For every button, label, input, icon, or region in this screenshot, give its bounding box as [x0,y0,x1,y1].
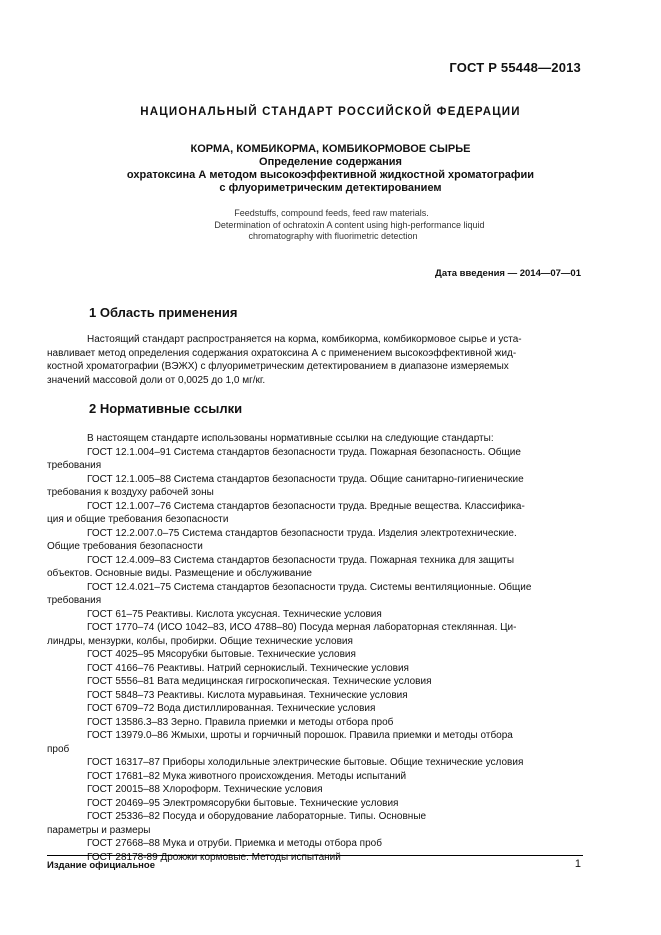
reference-line: ГОСТ 4025–95 Мясорубки бытовые. Технические условия [87,649,356,660]
intro-date: Дата введения — 2014—07—01 [435,268,581,279]
reference-line: ГОСТ 12.4.021–75 Система стандартов безопасности труда. Системы вентиляционные. Общие [87,581,532,593]
document-number: ГОСТ Р 55448—2013 [449,60,581,75]
english-title-line: Determination of ochratoxin A content using high-performance liquid [214,219,485,230]
reference-line: ГОСТ 17681–82 Мука животного происхождения. Методы испытаний [87,770,407,782]
reference-line: требования [47,460,102,471]
reference-line: ция и общие требования безопасности [47,514,229,525]
paragraph-line: костной хроматографии (ВЭЖХ) с флуориметрическим детектированием в диапазоне измеряемых [47,361,509,372]
section-2-title: 2 Нормативные ссылки [89,401,243,416]
reference-line: ГОСТ 12.1.005–88 Система стандартов безопасности труда. Общие санитарно-гигиенические [87,473,524,485]
reference-line: ГОСТ 16317–87 Приборы холодильные электрические бытовые. Общие технические условия [87,757,524,768]
reference-line: ГОСТ 27668–88 Мука и отруби. Приемка и методы отбора проб [87,838,382,849]
standard-title: НАЦИОНАЛЬНЫЙ СТАНДАРТ РОССИЙСКОЙ ФЕДЕРАЦИИ [140,106,521,118]
reference-line: ГОСТ 13586.3–83 Зерно. Правила приемки и методы отбора проб [87,716,394,728]
subject-line: с флуориметрическим детектированием [219,182,442,194]
reference-line: ГОСТ 12.1.007–76 Система стандартов безопасности труда. Вредные вещества. Классифика- [87,500,525,512]
reference-line: ГОСТ 5848–73 Реактивы. Кислота муравьиная. Технические условия [87,689,408,701]
reference-line: линдры, мензурки, колбы, пробирки. Общие технические условия [47,635,353,647]
document-subject [0,143,661,195]
reference-line: объектов. Основные виды. Размещение и обслуживание [47,568,312,579]
page-number: 1 [574,858,581,870]
subject-line: КОРМА, КОМБИКОРМА, КОМБИКОРМОВОЕ СЫРЬЕ [190,143,471,155]
subject-line: охратоксина А методом высокоэффективной жидкостной хроматографии [126,169,535,181]
reference-line: ГОСТ 20015–88 Хлороформ. Технические условия [87,784,323,795]
reference-line: ГОСТ 1770–74 (ИСО 1042–83, ИСО 4788–80) Посуда мерная лабораторная стеклянная. Ци- [87,622,517,633]
english-title-line: chromatography with fluorimetric detection [248,231,418,241]
reference-line: ГОСТ 5556–81 Вата медицинская гигроскопическая. Технические условия [87,676,432,687]
reference-line: ГОСТ 6709–72 Вода дистиллированная. Технические условия [87,703,376,714]
reference-line: проб [47,743,70,755]
section-1-title: 1 Область применения [89,305,238,320]
reference-line: ГОСТ 25336–82 Посуда и оборудование лабораторные. Типы. Основные [87,811,427,822]
paragraph-line: Настоящий стандарт распространяется на корма, комбикорма, комбикормовое сырье и уста- [87,334,522,345]
reference-line: ГОСТ 4166–76 Реактивы. Натрий сернокислый. Технические условия [87,662,409,674]
reference-line: ГОСТ 28178-89 Дрожжи кормовые. Методы испытаний [87,851,341,863]
reference-line: ГОСТ 12.4.009–83 Система стандартов безопасности труда. Пожарная техника для защиты [87,554,515,566]
english-title-line: Feedstuffs, compound feeds, feed raw materials. [234,208,429,218]
reference-line: Общие требования безопасности [47,541,203,552]
reference-line: В настоящем стандарте использованы нормативные ссылки на следующие стандарты: [87,433,494,444]
reference-line: ГОСТ 12.2.007.0–75 Система стандартов безопасности труда. Изделия электротехнические. [87,527,517,539]
paragraph-line: значений массовой доли от 0,0025 до 1,0 мг/кг. [47,374,266,386]
footer-divider [47,855,583,856]
reference-line: ГОСТ 12.1.004–91 Система стандартов безопасности труда. Пожарная безопасность. Общие [87,446,521,458]
reference-line: требования к воздуху рабочей зоны [47,487,214,498]
reference-line: ГОСТ 61–75 Реактивы. Кислота уксусная. Технические условия [87,608,382,620]
reference-line: параметры и размеры [47,824,151,836]
reference-line: ГОСТ 13979.0–86 Жмыхи, шроты и горчичный порошок. Правила приемки и методы отбора [87,730,513,741]
footer-edition: Издание официальное [47,860,155,871]
reference-line: требования [47,595,102,606]
english-title [0,208,661,243]
reference-line: ГОСТ 20469–95 Электромясорубки бытовые. Технические условия [87,797,399,809]
section-1-body [47,333,583,387]
paragraph-line: навливает метод определения содержания охратоксина А с применением высокоэффективной жид- [47,347,517,359]
references-list [47,432,583,864]
subject-line: Определение содержания [259,156,402,168]
